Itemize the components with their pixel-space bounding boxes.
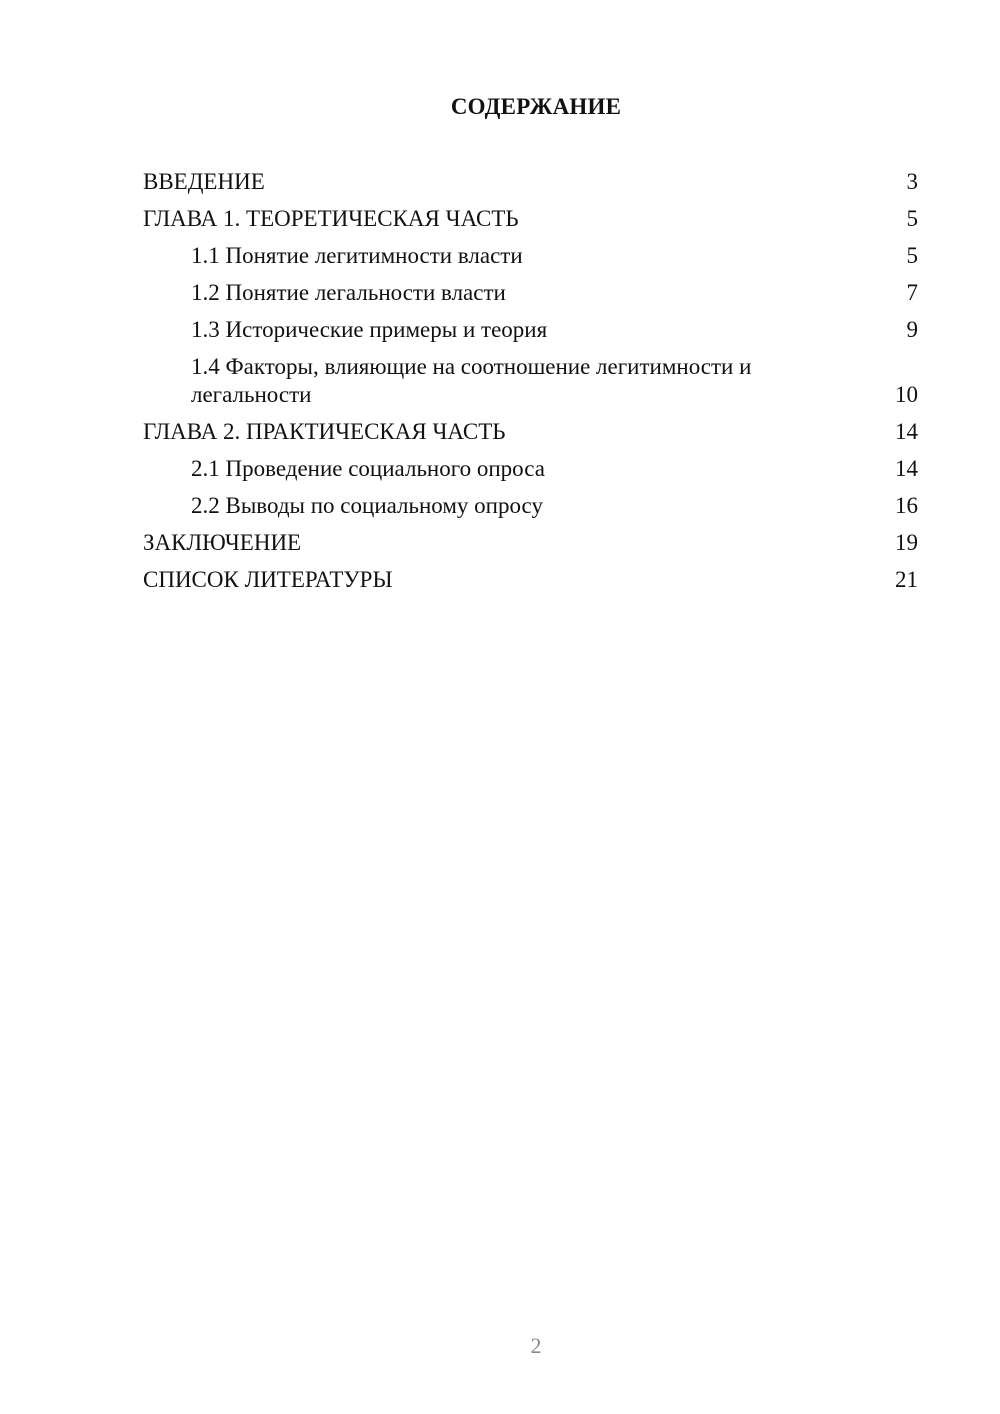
page-title: СОДЕРЖАНИЕ bbox=[450, 94, 622, 119]
toc-item-label: 1.3 Исторические примеры и теория bbox=[191, 317, 548, 342]
toc-item-label: 2.1 Проведение социального опроса bbox=[191, 456, 545, 481]
toc-item-label: ГЛАВА 1. ТЕОРЕТИЧЕСКАЯ ЧАСТЬ bbox=[143, 206, 519, 231]
toc-item-label: 1.2 Понятие легальности власти bbox=[191, 280, 506, 305]
toc-item-page: 10 bbox=[895, 382, 918, 407]
toc-item-section-1-3[interactable] bbox=[143, 316, 918, 344]
page-number: 2 bbox=[530, 1333, 542, 1358]
toc-item-label: 1.4 Факторы, влияющие на соотношение легитимности и легальности bbox=[191, 354, 752, 407]
toc-item-page: 5 bbox=[906, 243, 918, 268]
table-of-contents bbox=[143, 168, 918, 603]
toc-item-section-2-2[interactable] bbox=[143, 492, 918, 520]
toc-item-section-1-4[interactable] bbox=[143, 353, 918, 409]
toc-item-section-1-2[interactable] bbox=[143, 279, 918, 307]
toc-item-label: ЗАКЛЮЧЕНИЕ bbox=[143, 530, 302, 555]
toc-item-page: 3 bbox=[906, 169, 918, 194]
toc-item-page: 21 bbox=[895, 567, 918, 592]
toc-item-label: ВВЕДЕНИЕ bbox=[143, 169, 265, 194]
toc-item-conclusion[interactable] bbox=[143, 529, 918, 557]
toc-item-page: 5 bbox=[906, 206, 918, 231]
toc-item-page: 14 bbox=[895, 419, 918, 444]
toc-item-label: СПИСОК ЛИТЕРАТУРЫ bbox=[143, 567, 393, 592]
toc-item-page: 19 bbox=[895, 530, 918, 555]
toc-item-page: 14 bbox=[895, 456, 918, 481]
toc-item-section-1-1[interactable] bbox=[143, 242, 918, 270]
toc-item-label: ГЛАВА 2. ПРАКТИЧЕСКАЯ ЧАСТЬ bbox=[143, 419, 506, 444]
toc-item-label: 2.2 Выводы по социальному опросу bbox=[191, 493, 543, 518]
toc-item-chapter-2[interactable] bbox=[143, 418, 918, 446]
toc-item-introduction[interactable] bbox=[143, 168, 918, 196]
toc-item-page: 9 bbox=[906, 317, 918, 342]
toc-item-chapter-1[interactable] bbox=[143, 205, 918, 233]
toc-item-label: 1.1 Понятие легитимности власти bbox=[191, 243, 523, 268]
toc-item-page: 16 bbox=[895, 493, 918, 518]
toc-item-references[interactable] bbox=[143, 566, 918, 594]
toc-item-section-2-1[interactable] bbox=[143, 455, 918, 483]
toc-item-page: 7 bbox=[906, 280, 918, 305]
